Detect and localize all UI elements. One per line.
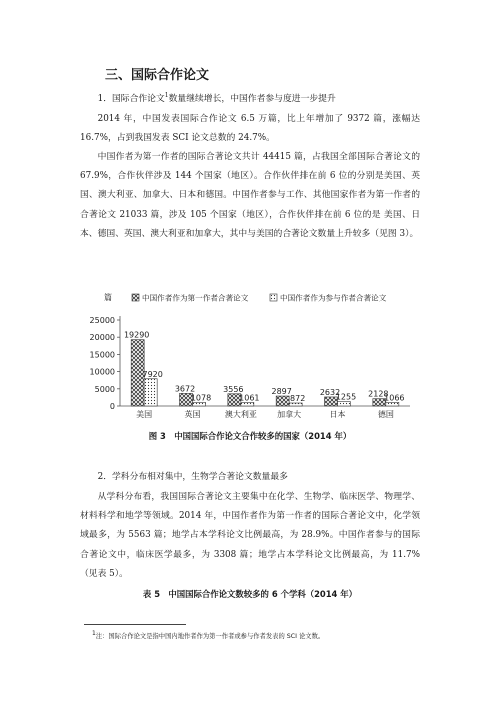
bar-value-label: 2128 (368, 389, 389, 399)
y-tick-label: 25000 (89, 316, 115, 325)
bar-participant (386, 402, 399, 406)
paragraph-partners: 中国作者为第一作者的国际合著论文共计 44415 篇，占我国全部国际合著论文的 67.9%，合作伙伴涉及 144 个国家（地区）。合作伙伴排在前 6 位的分别是美国、英国、澳大利亚、加拿大、日本和德国。中国作者参与工作、其他国家作者为第一作者的合著论文 21033 篇，涉及 105 个国家（地区），合作伙伴排在前 6 位的是 美国、日本、德国、英国、澳大利亚和加拿大，其中与美国的合著论文数量上升较多（见图 3）。 (80, 152, 420, 239)
subsection-heading-1-prefix: 1．国际合作论文 (97, 94, 165, 104)
x-tick-label: 日本 (329, 410, 346, 419)
y-tick-label: 15000 (89, 350, 115, 360)
table-caption: 表 5 中国国际合作论文数较多的 6 个学科（2014 年） (142, 589, 358, 599)
bar-value-label: 3672 (174, 384, 196, 394)
bar-first-author (276, 396, 289, 406)
bar-participant (289, 403, 302, 406)
legend-swatch (132, 294, 139, 301)
bar-value-label: 1078 (190, 393, 212, 403)
y-tick-label: 0 (109, 402, 115, 411)
footnote (92, 631, 324, 640)
bar-participant (338, 402, 351, 406)
legend-label: 中国作者作为第一作者合著论文 (142, 293, 249, 303)
paragraph-disciplines: 从学科分布看，我国国际合著论文主要集中在化学、生物学、临床医学、物理学、材料科学和地学等领域。2014 年，中国作者作为第一作者的国际合著论文中，化学领域最多，为 5563 篇；地学占本学科论文比例最高，为 28.9%。中国作者参与的国际合著论文中，临床医学最多，为 3308 篇；地学占本学科论文比例最高，为 11.7%（见表 5）。 (80, 492, 420, 579)
bar-value-label: 1061 (239, 393, 260, 403)
legend-swatch (270, 294, 277, 301)
paragraph-2014-summary: 2014 年，中国发表国际合作论文 6.5 万篇，比上年增加了 9372 篇，涨幅达 16.7%，占到我国发表 SCI 论文总数的 24.7%。 (80, 114, 420, 144)
subsection-heading-1 (80, 90, 420, 109)
x-tick-label: 美国 (136, 410, 153, 419)
x-tick-label: 加拿大 (277, 410, 302, 419)
bar-value-label: 872 (290, 394, 306, 404)
legend-label: 中国作者作为参与作者合著论文 (280, 293, 387, 303)
footnote-text: 注：国际合作论文是指中国内地作者作为第一作者或参与作者发表的 SCI 论文数。 (95, 633, 325, 640)
section-heading: 三、国际合作论文 (105, 68, 210, 83)
bar-value-label: 3556 (223, 384, 244, 394)
bar-value-label: 1255 (335, 392, 357, 402)
figure-caption: 图 3 中国国际合作论文合作较多的国家（2014 年） (148, 431, 352, 441)
x-tick-label: 澳大利亚 (224, 410, 257, 419)
x-tick-label: 德国 (377, 410, 394, 419)
y-axis-label: 篇 (104, 293, 112, 302)
y-tick-label: 10000 (89, 367, 115, 377)
footnote-reference: 1 (164, 92, 169, 100)
bar-chart (72, 288, 428, 424)
footnote-divider (84, 624, 186, 625)
bar-value-label: 2632 (319, 387, 341, 397)
bar-value-label: 1066 (384, 393, 405, 403)
bar-participant (193, 402, 206, 406)
bar-value-label: 2897 (271, 387, 292, 397)
x-tick-label: 英国 (184, 410, 201, 419)
bar-participant (144, 379, 157, 406)
subsection-heading-2: 2．学科分布相对集中，生物学合著论文数量最多 (97, 472, 288, 482)
bar-participant (241, 402, 254, 406)
bar-value-label: 19290 (123, 330, 150, 340)
footnote-mark: 1 (92, 629, 96, 637)
y-tick-label: 5000 (94, 384, 115, 394)
bar-value-label: 7920 (142, 369, 163, 379)
subsection-heading-1-suffix: 数量继续增长，中国作者参与度进一步提升 (168, 94, 336, 104)
y-tick-label: 20000 (89, 333, 115, 343)
